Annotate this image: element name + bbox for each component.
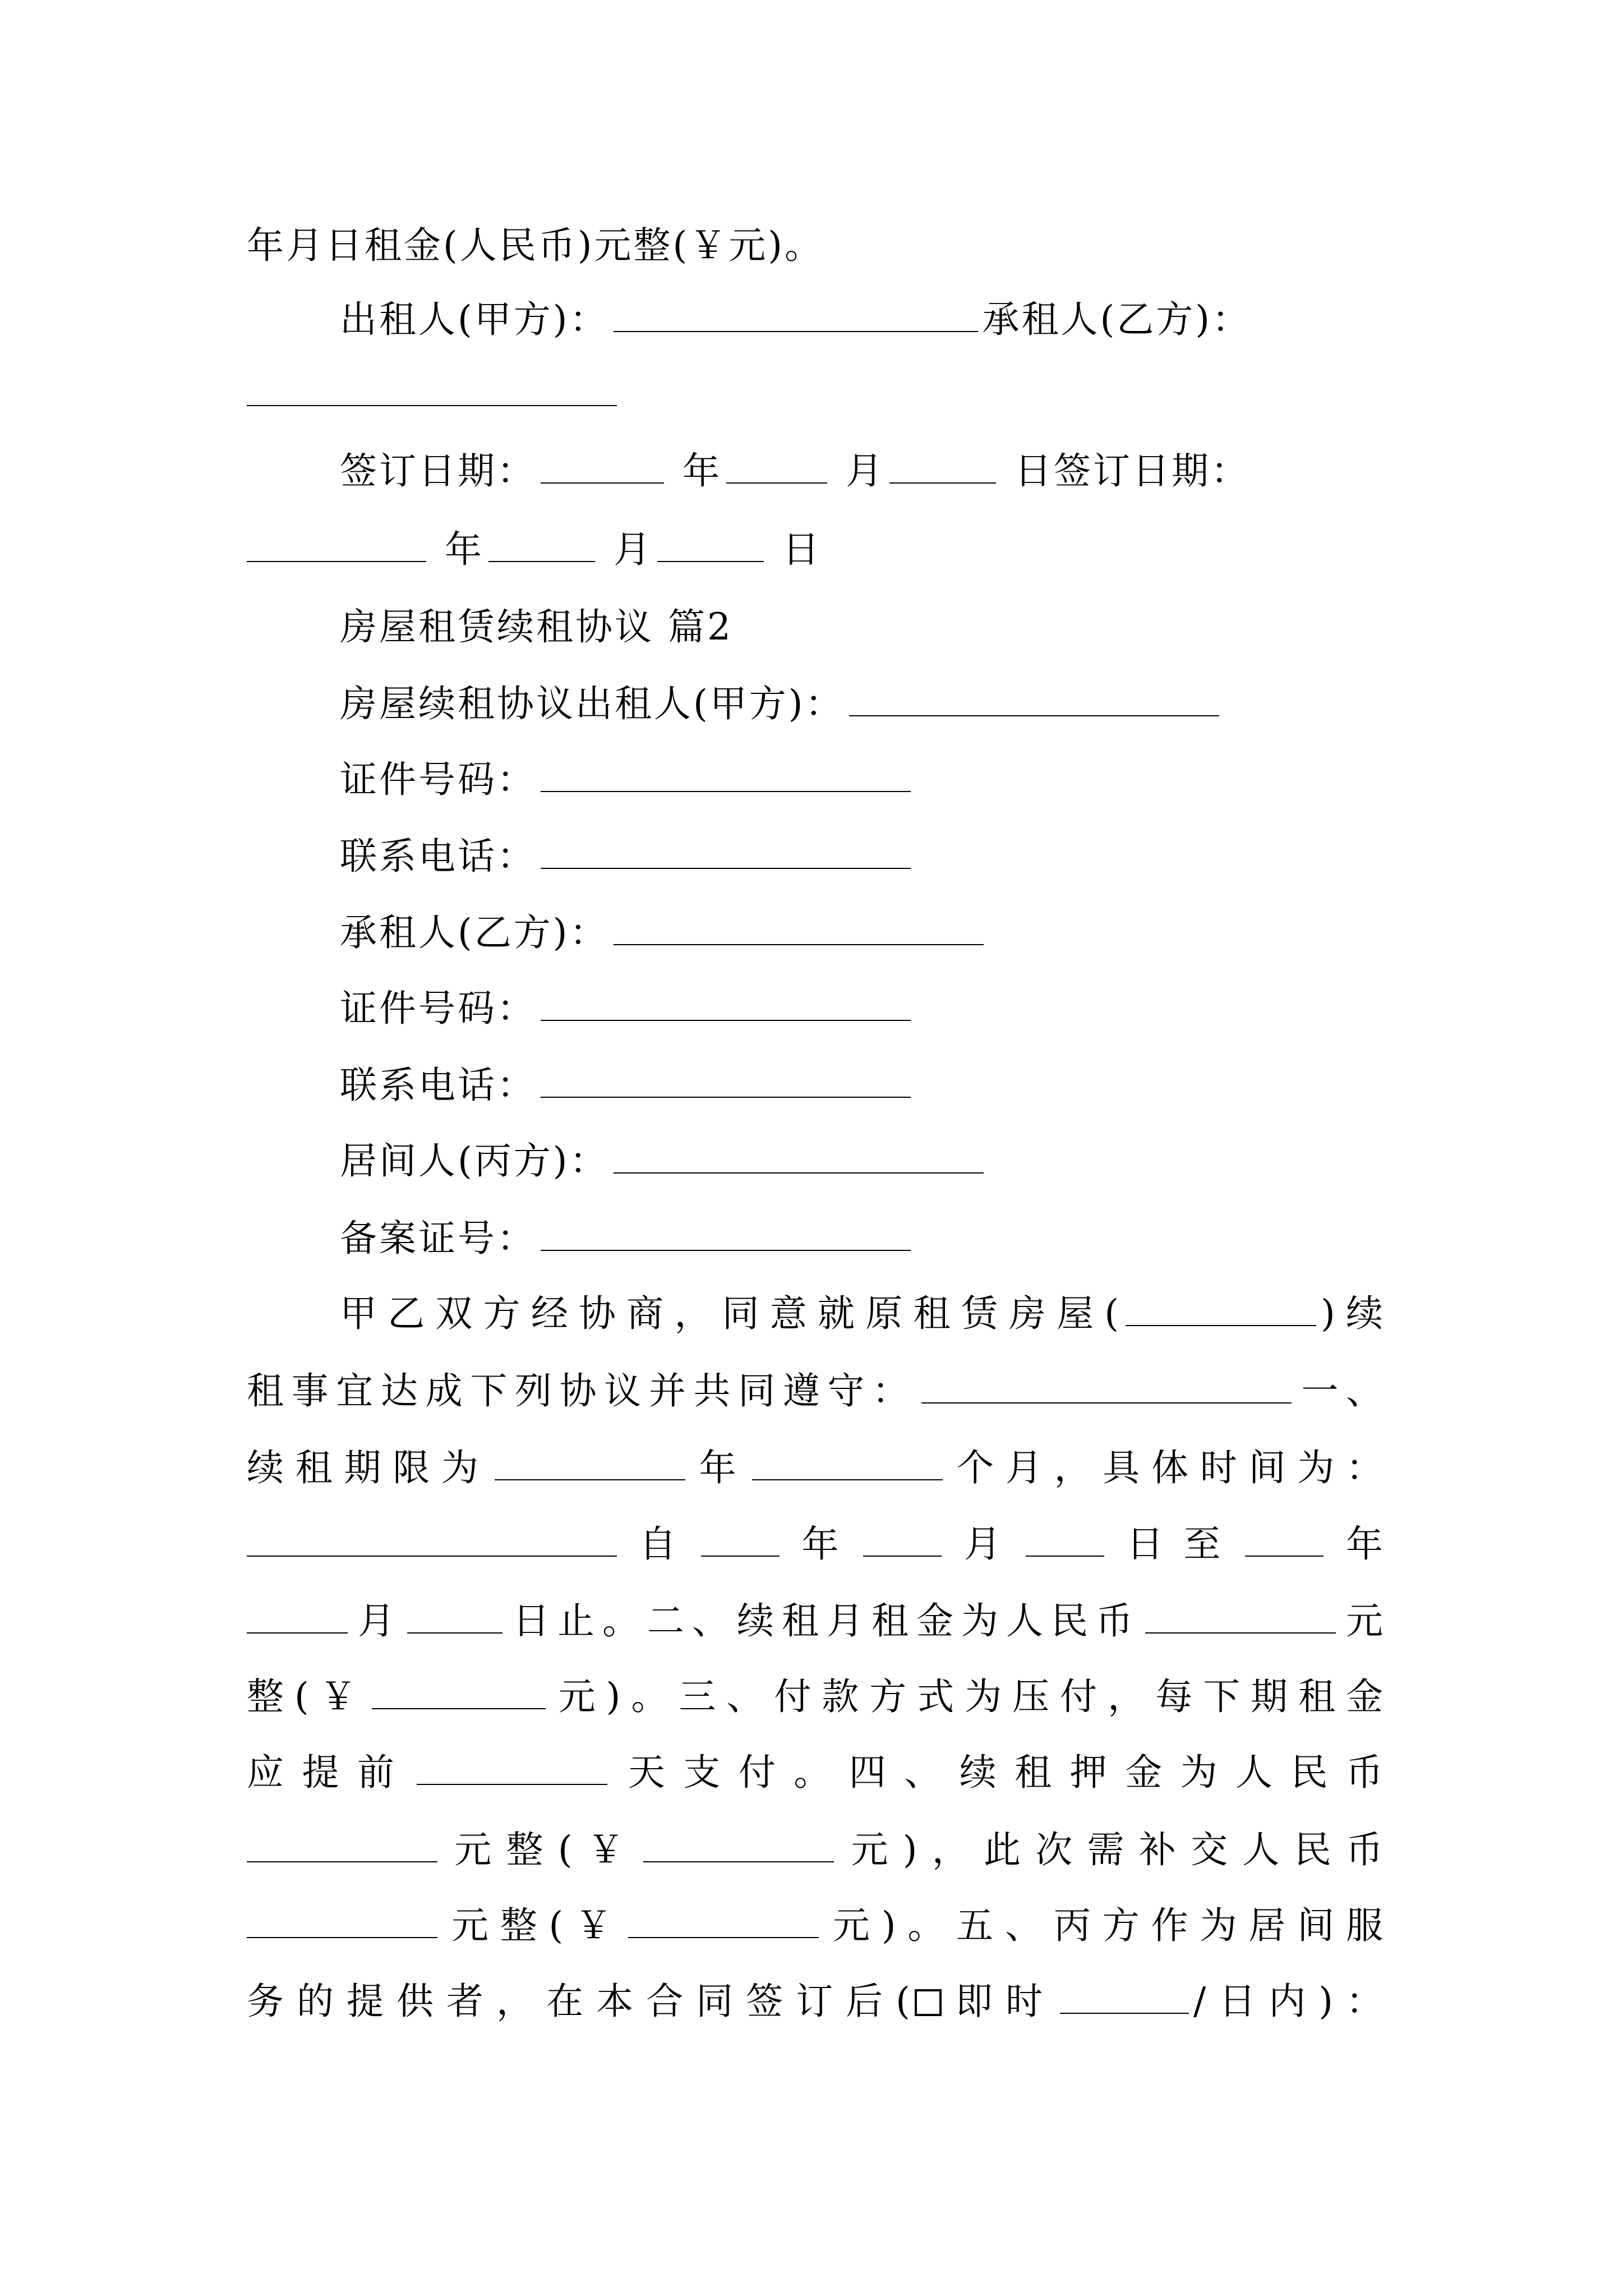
section-title (340, 605, 733, 650)
month-blank[interactable] (726, 449, 827, 484)
para9-a: 元整(￥ (442, 1904, 624, 1947)
lessor-phone-label: 联系电话： (340, 835, 536, 878)
lessor-id-line (340, 757, 915, 802)
from-year-label: 年 (783, 1522, 859, 1566)
lessee-id-label: 证件号码： (340, 987, 536, 1030)
lessee-phone-blank[interactable] (541, 1063, 911, 1098)
days-ahead-blank[interactable] (417, 1750, 607, 1785)
lessor-id-label: 证件号码： (340, 758, 536, 801)
period-blank[interactable] (247, 1522, 617, 1557)
section-title-text: 房屋租赁续租协议 篇2 (340, 605, 733, 648)
to-month-blank[interactable] (247, 1599, 348, 1634)
original-house-blank[interactable] (1126, 1291, 1316, 1326)
lessee-line-blank[interactable] (614, 910, 984, 945)
from-year-blank[interactable] (701, 1522, 780, 1557)
to-day-blank[interactable] (407, 1599, 502, 1634)
to-month-label: 月 (352, 1599, 403, 1642)
lessee-line (340, 910, 988, 955)
year-label: 年 (682, 449, 722, 493)
deposit-figure-blank[interactable] (643, 1828, 834, 1862)
para10-c: /日内)： (1193, 1980, 1386, 2023)
para8-a: 元整(￥ (442, 1828, 639, 1871)
lessor-label: 出租人(甲方)： (340, 298, 609, 341)
para-line-6 (247, 1674, 1385, 1719)
lessor-phone-line (340, 834, 915, 879)
para10-a: 务的提供者，在本合同签订后( (247, 1980, 912, 2023)
para-line-3 (247, 1446, 1385, 1490)
day-sign-date-label: 日签订日期： (1014, 449, 1250, 493)
para6-b: 元)。三、付款方式为压付，每下期租金 (550, 1675, 1386, 1718)
para8-b: 元)，此次需补交人民币 (838, 1828, 1385, 1871)
lessee-label: 承租人(乙方)： (982, 298, 1251, 341)
lessor-blank[interactable] (614, 297, 978, 332)
lessee-blank-line (247, 371, 621, 416)
sign-date-line-2 (247, 527, 822, 572)
from-day-blank[interactable] (1026, 1522, 1104, 1557)
deposit-blank[interactable] (247, 1828, 437, 1862)
days-within-blank[interactable] (1060, 1979, 1189, 2014)
lessee-line-label: 承租人(乙方)： (340, 911, 609, 954)
supplement-figure-blank[interactable] (628, 1903, 819, 1938)
day-label-2: 日 (782, 528, 822, 571)
to-label: 日至 (1108, 1522, 1241, 1566)
sign-date-label: 签订日期： (340, 449, 536, 493)
record-no-blank[interactable] (541, 1216, 911, 1251)
para-line-2 (247, 1369, 1385, 1414)
para1-a: 甲乙双方经协商，同意就原租赁房屋( (340, 1292, 1122, 1335)
day-blank[interactable] (889, 449, 996, 484)
para7-a: 应提前 (247, 1751, 413, 1794)
to-year-label: 年 (1328, 1522, 1386, 1566)
from-month-label: 月 (946, 1522, 1021, 1566)
record-no-line (340, 1216, 915, 1261)
lessor-line-blank[interactable] (849, 682, 1219, 716)
para1-b: )续 (1321, 1292, 1386, 1335)
para-line-8 (247, 1828, 1385, 1872)
para-line-5 (247, 1599, 1385, 1644)
monthly-rent-blank[interactable] (1145, 1599, 1336, 1634)
lessor-id-blank[interactable] (541, 757, 911, 792)
yuan-label-1: 元 (1340, 1599, 1385, 1642)
lessee-id-line (340, 986, 915, 1031)
term-months-blank[interactable] (752, 1446, 943, 1480)
lessee-blank[interactable] (247, 371, 617, 406)
record-no-label: 备案证号： (340, 1217, 536, 1260)
to-year-blank[interactable] (1245, 1522, 1324, 1557)
day-blank-2[interactable] (657, 527, 764, 562)
para-line-7 (247, 1750, 1385, 1795)
agreement-blank[interactable] (921, 1369, 1292, 1404)
agent-line-blank[interactable] (614, 1139, 984, 1174)
para-line-4 (247, 1522, 1385, 1567)
from-month-blank[interactable] (863, 1522, 942, 1557)
checkbox-icon[interactable] (915, 1989, 942, 2016)
month-blank-2[interactable] (488, 527, 595, 562)
rent-amount-text: 年月日租金(人民币)元整(￥元)。 (247, 224, 824, 267)
month-label-2: 月 (613, 528, 653, 571)
year-label-2: 年 (444, 528, 484, 571)
agent-line (340, 1139, 988, 1184)
para6-a: 整(￥ (247, 1675, 367, 1718)
term-years-blank[interactable] (495, 1446, 685, 1480)
from-label: 自 (621, 1522, 697, 1566)
lessor-phone-blank[interactable] (541, 834, 911, 869)
para3-b: 个月，具体时间为： (947, 1446, 1385, 1489)
lessee-phone-label: 联系电话： (340, 1064, 536, 1107)
para2-a: 租事宜达成下列协议并共同遵守： (247, 1369, 917, 1412)
para2-b: 一、 (1295, 1369, 1386, 1412)
para7-b: 天支付。四、续租押金为人民币 (612, 1751, 1386, 1794)
lessor-line-label: 房屋续租协议出租人(甲方)： (340, 682, 845, 725)
month-label: 月 (845, 449, 885, 493)
lessor-line (340, 682, 1224, 726)
supplement-blank[interactable] (247, 1903, 437, 1938)
term-year-label: 年 (689, 1446, 748, 1489)
year-blank[interactable] (541, 449, 664, 484)
rent-amount-line (247, 223, 824, 268)
para-line-9 (247, 1903, 1385, 1948)
sign-date-line (340, 449, 1250, 494)
para5-a: 日止。二、续租月租金为人民币 (507, 1599, 1141, 1642)
monthly-rent-figure-blank[interactable] (372, 1674, 546, 1709)
agent-line-label: 居间人(丙方)： (340, 1139, 609, 1182)
signature-parties-line (340, 297, 1377, 342)
para3-a: 续租期限为 (247, 1446, 490, 1489)
lessee-id-blank[interactable] (541, 986, 911, 1021)
para-line-1 (340, 1291, 1385, 1336)
para10-b: 即时 (944, 1980, 1055, 2023)
para9-b: 元)。五、丙方作为居间服 (823, 1904, 1385, 1947)
lessee-phone-line (340, 1063, 915, 1108)
year-blank-2[interactable] (247, 527, 426, 562)
para-line-10 (247, 1979, 1385, 2024)
